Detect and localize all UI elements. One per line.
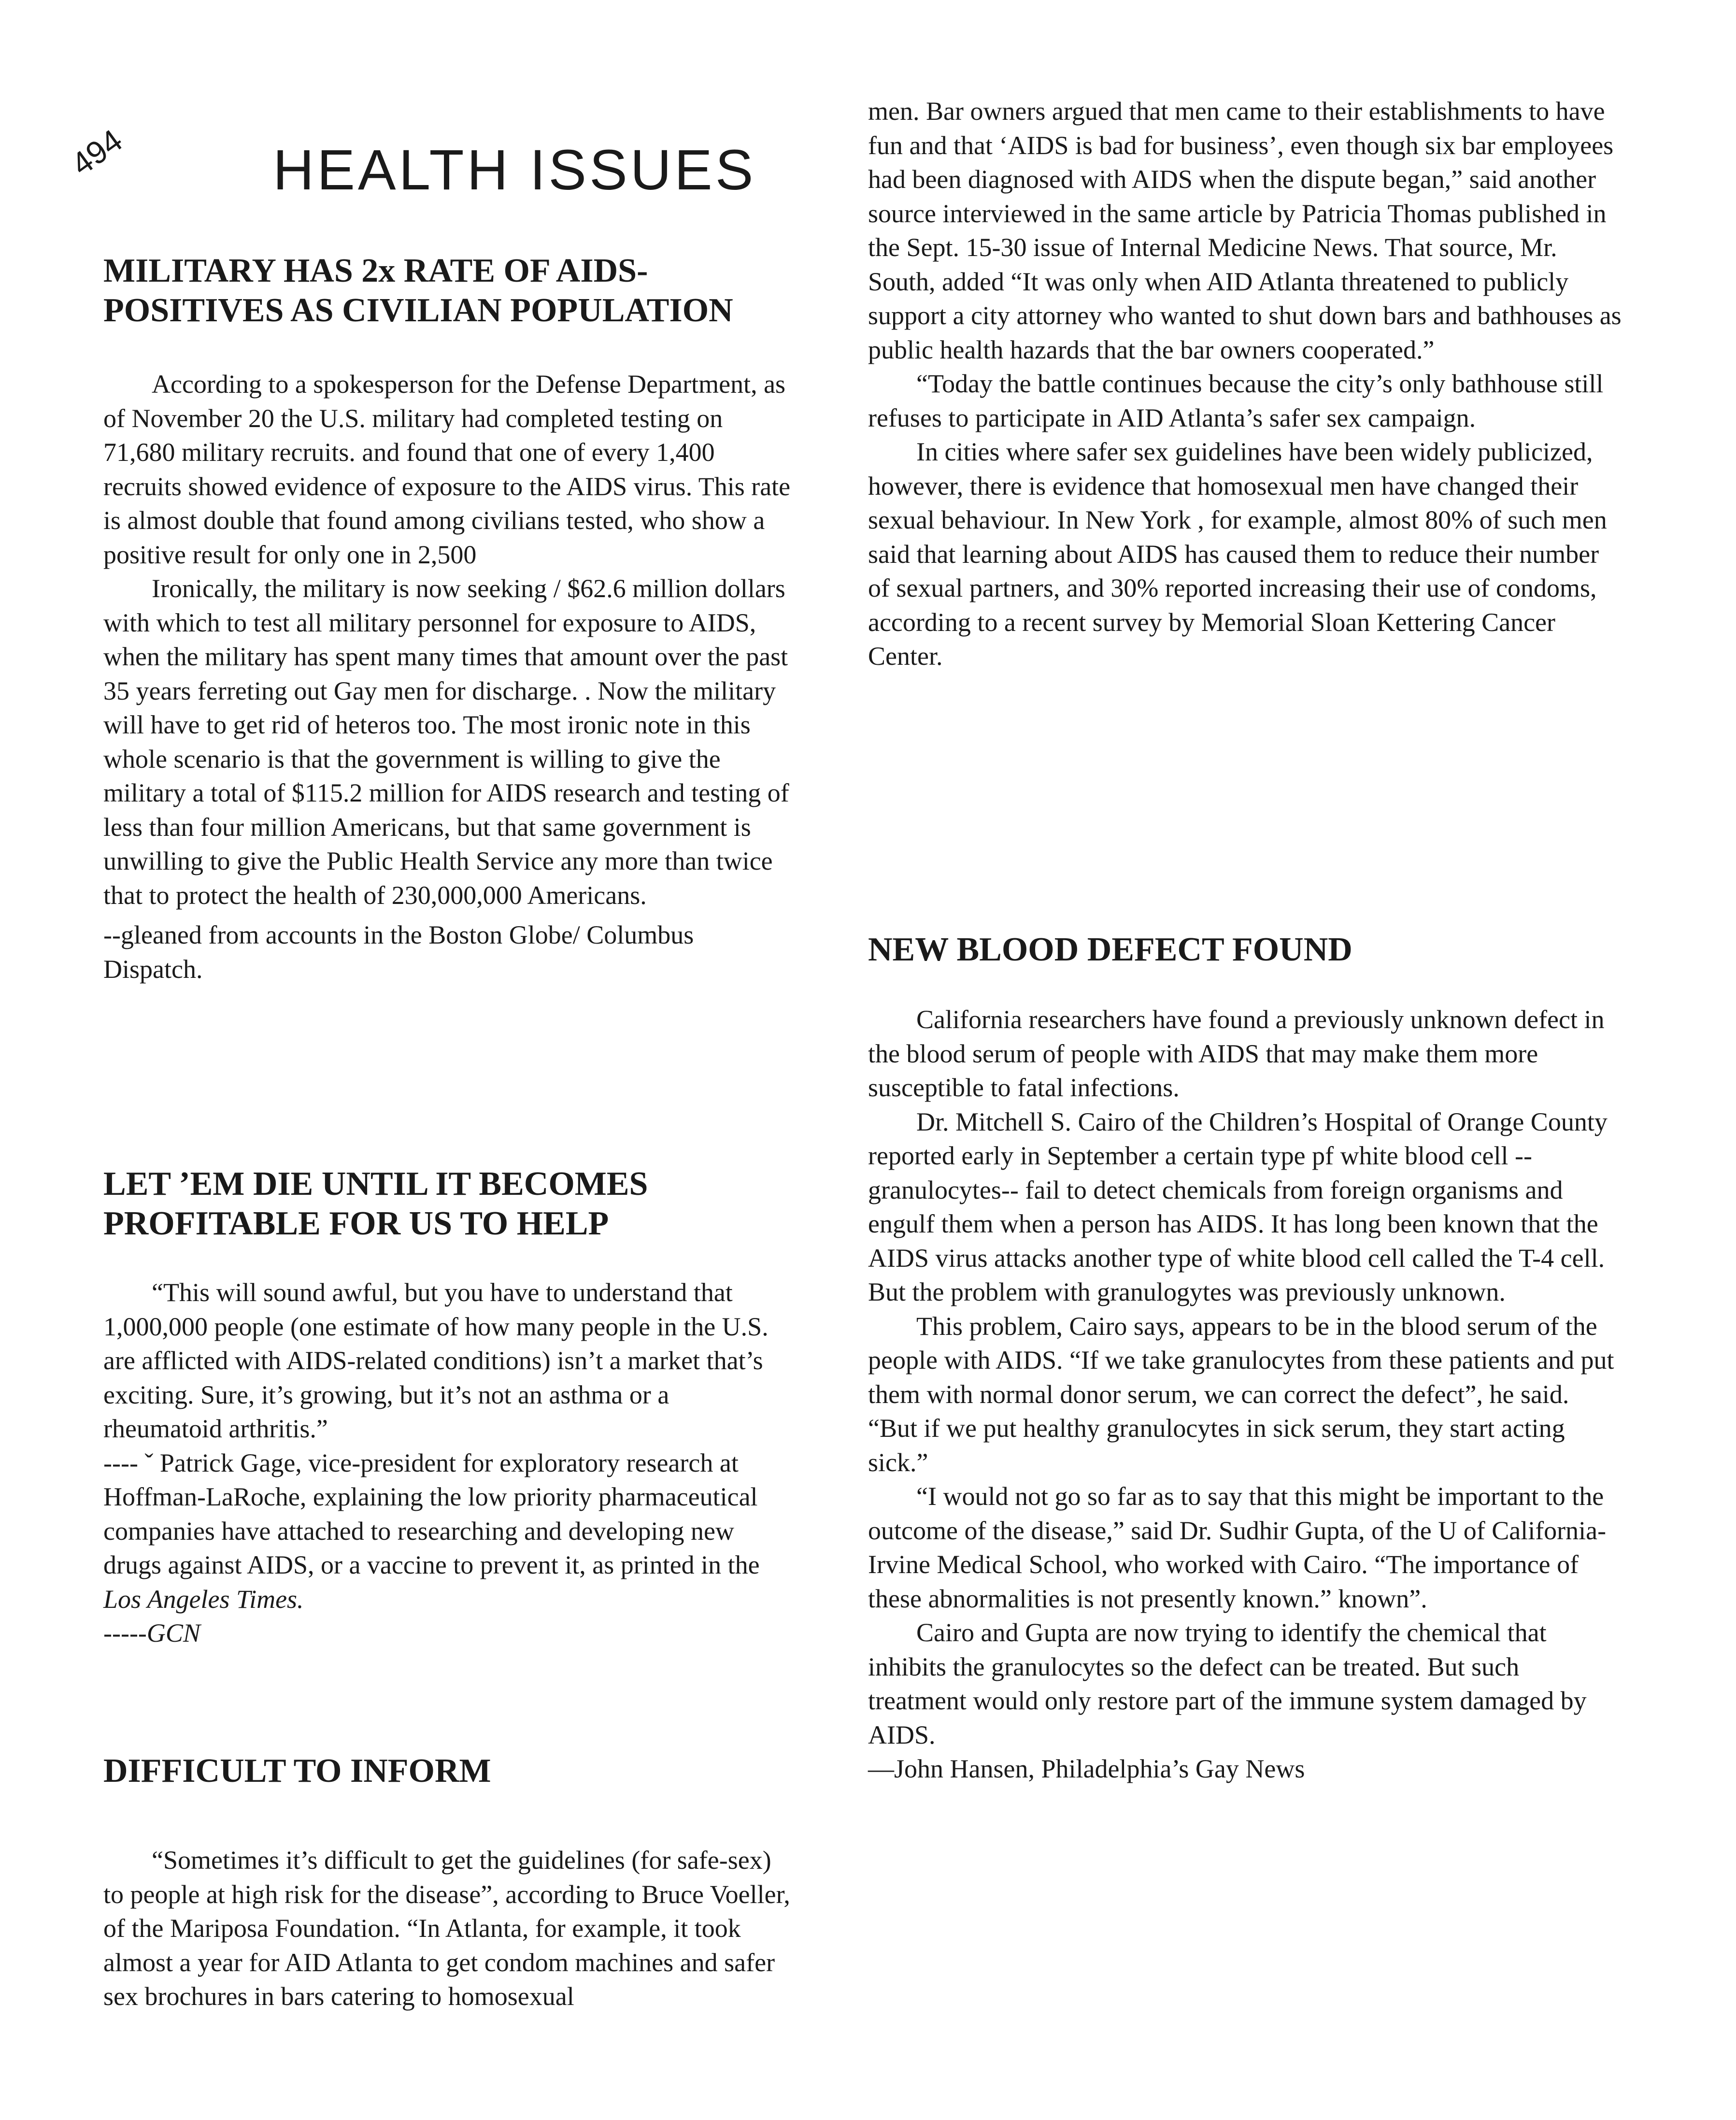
letem-headline-line2: PROFITABLE FOR US TO HELP	[103, 1205, 609, 1242]
difficult-body	[103, 1843, 794, 2014]
blood-paragraph-1: California researchers have found a previously unknown defect in the blood serum of people with AIDS that may make them more susceptible to fatal infections.	[868, 1005, 1605, 1102]
difficult-paragraph-2: “Today the battle continues because the city’s only bathhouse still refuses to participate in AID Atlanta’s safer sex campaign.	[868, 369, 1604, 432]
letem-source: -----GCN	[103, 1619, 200, 1647]
difficult-body-continued	[868, 94, 1622, 673]
military-headline-line2: POSITIVES AS CIVILIAN POPULATION	[103, 292, 733, 329]
letem-headline-line1: LET ’EM DIE UNTIL IT BECOMES	[103, 1165, 648, 1203]
difficult-headline: DIFFICULT TO INFORM	[103, 1752, 491, 1790]
military-body	[103, 367, 794, 986]
difficult-paragraph-1: “Sometimes it’s difficult to get the guidelines (for safe-sex) to people at high risk for the disease”, according to Bruce Voeller, of the Mariposa Foundation. “In Atlanta, for example, it took almost a year for AID Atlanta to get condom machines and safer sex brochures in bars catering to homosexual	[103, 1846, 790, 2011]
page-number: 494	[64, 122, 129, 183]
blood-article	[868, 930, 1622, 970]
difficult-paragraph-1-continued: men. Bar owners argued that men came to their establishments to have fun and that ‘AIDS is bad for business’, even though six bar employees had been diagnosed with AIDS when the dispute began,” said another source interviewed in the same article by Patricia Thomas published in the Sept. 15-30 issue of Internal Medicine News. That source, Mr. South, added “It was only when AID Atlanta threatened to publicly support a city attorney who wanted to shut down bars and bathhouses as public health hazards that the bar owners cooperated.”	[868, 97, 1622, 364]
blood-headline: NEW BLOOD DEFECT FOUND	[868, 931, 1352, 968]
military-paragraph-1: According to a spokesperson for the Defense Department, as of November 20 the U.S. military had completed testing on 71,680 military recruits. and found that one of every 1,400 recruits showed evidence of exposure to the AIDS virus. This rate is almost double that found among civilians tested, who show a positive result for only one in 2,500	[103, 370, 791, 569]
blood-credit: —John Hansen, Philadelphia’s Gay News	[868, 1754, 1305, 1783]
blood-paragraph-4: “I would not go so far as to say that this might be important to the outcome of the disease,” said Dr. Sudhir Gupta, of the U of California-Irvine Medical School, who worked with Cairo. “The importance of these abnormalities is not presently known.” known”.	[868, 1482, 1607, 1613]
military-headline	[103, 251, 794, 330]
military-headline-line1: MILITARY HAS 2x RATE OF AIDS-	[103, 252, 648, 289]
letem-publication: Los Angeles Times.	[103, 1584, 304, 1614]
letem-attribution: ---- ˇ Patrick Gage, vice-president for exploratory research at Hoffman-LaRoche, explaining the low priority pharmaceutical companies have attached to researching and developing new drugs against AIDS, or a vaccine to prevent it, as printed in the	[103, 1448, 760, 1579]
difficult-paragraph-3: In cities where safer sex guidelines have been widely publicized, however, there is evidence that homosexual men have changed their sexual behaviour. In New York , for example, almost 80% of such men said that learning about AIDS has caused them to reduce their number of sexual partners, and 30% reported increasing their use of condoms, according to a recent survey by Memorial Sloan Kettering Cancer Center.	[868, 437, 1607, 671]
military-article	[103, 251, 794, 330]
section-title: HEALTH ISSUES	[273, 138, 756, 202]
letem-article	[103, 1164, 794, 1244]
blood-paragraph-5: Cairo and Gupta are now trying to identify the chemical that inhibits the granulocytes so the defect can be treated. But such treatment would only restore part of the immune system damaged by AIDS.	[868, 1618, 1587, 1749]
letem-headline	[103, 1164, 794, 1244]
difficult-article	[103, 1751, 794, 1791]
letem-body	[103, 1275, 794, 1650]
military-paragraph-2: Ironically, the military is now seeking / $62.6 million dollars with which to test all military personnel for exposure to AIDS, when the military has spent many times that amount over the past 35 years ferreting out Gay men for discharge. . Now the military will have to get rid of heteros too. The most ironic note in this whole scenario is that the government is willing to give the military a total of $115.2 million for AIDS research and testing of less than four million Americans, but that same government is unwilling to give the Public Health Service any more than twice that to protect the health of 230,000,000 Americans.	[103, 574, 789, 910]
letem-quote: “This will sound awful, but you have to understand that 1,000,000 people (one estimate of how many people in the U.S. are afflicted with AIDS-related conditions) isn’t a market that’s exciting. Sure, it’s growing, but it’s not an asthma or a rheumatoid arthritis.”	[103, 1278, 768, 1443]
blood-paragraph-2: Dr. Mitchell S. Cairo of the Children’s Hospital of Orange County reported early in September a certain type pf white blood cell --granulocytes-- fail to detect chemicals from foreign organisms and engulf them when a person has AIDS. It has long been known that the AIDS virus attacks another type of white blood cell called the T-4 cell. But the problem with granulogytes was previously unknown.	[868, 1107, 1608, 1306]
blood-body	[868, 1003, 1622, 1786]
blood-paragraph-3: This problem, Cairo says, appears to be in the blood serum of the people with AIDS. “If we take granulocytes from these patients and put them with normal donor serum, we can correct the defect”, he said. “But if we put healthy granulocytes in sick serum, they start acting sick.”	[868, 1311, 1614, 1477]
military-credit: --gleaned from accounts in the Boston Globe/ Columbus Dispatch.	[103, 920, 694, 984]
letem-attribution-block	[103, 1446, 794, 1617]
